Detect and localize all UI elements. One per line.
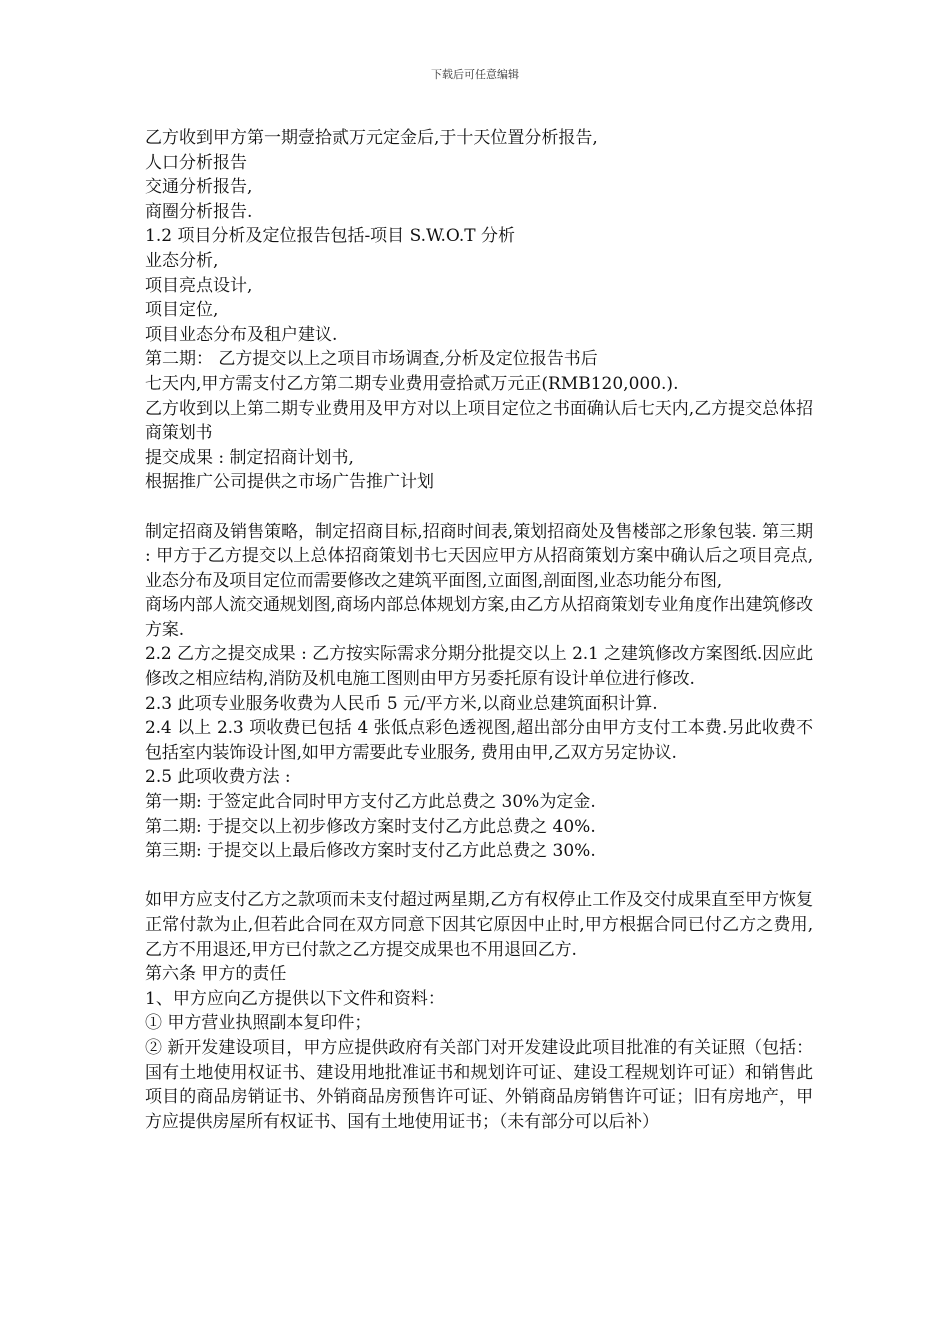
text-line: ① 甲方营业执照副本复印件； [145, 1013, 372, 1034]
text-line: 第三期: 于提交以上最后修改方案时支付乙方此总费之 30%. [145, 841, 596, 862]
paragraph-strategy: 制定招商及销售策略，制定招商目标,招商时间表,策划招商处及售楼部之形象包装. 第三期 : 甲方于乙方提交以上总体招商策划书七天因应甲方从招商策划方案中确认后之项目亮点,业态分布及项目定位而需要修改之建筑平面图,立面图,剖面图,业态功能分布图, [145, 521, 813, 591]
text-line: 根据推广公司提供之市场广告推广计划 [145, 472, 434, 493]
text-line-2-3: 2.3 此项专业服务收费为人民币 5 元/平方米,以商业总建筑面积计算. [145, 693, 658, 714]
blank-line [145, 495, 813, 520]
text-line: 第一期: 于签定此合同时甲方支付乙方此总费之 30%为定金. [145, 792, 596, 813]
blank-line [145, 864, 813, 889]
text-line: 第二期： 乙方提交以上之项目市场调查,分析及定位报告书后 [145, 349, 598, 370]
text-line: 商圈分析报告. [145, 201, 253, 222]
text-line: 提交成果 : 制定招商计划书, [145, 447, 354, 468]
paragraph-submit-plan: 乙方收到以上第二期专业费用及甲方对以上项目定位之书面确认后七天内,乙方提交总体招商策划书 [145, 398, 813, 444]
text-line: 七天内,甲方需支付乙方第二期专业费用壹拾贰万元正(RMB120,000.). [145, 373, 679, 394]
text-line: 人口分析报告 [145, 152, 247, 173]
page-header-note: 下载后可任意编辑 [431, 68, 519, 81]
paragraph-payment: 如甲方应支付乙方之款项而未支付超过两星期,乙方有权停止工作及交付成果直至甲方恢复正常付款为止,但若此合同在双方同意下因其它原因中止时,甲方根据合同已付乙方之费用,乙方不用退还,甲方已付款之乙方提交成果也不用退回乙方. [145, 890, 813, 960]
text-line: 项目亮点设计, [145, 275, 253, 296]
paragraph-docs: ② 新开发建设项目，甲方应提供政府有关部门对开发建设此项目批准的有关证照（包括：国有土地使用权证书、建设用地批准证书和规划许可证、建设工程规划许可证）和销售此项目的商品房销证书、外销商品房预售许可证、外销商品房销售许可证；旧有房地产，甲方应提供房屋所有权证书、国有土地使用证书；（未有部分可以后补） [145, 1037, 813, 1132]
document-body [145, 126, 813, 1134]
paragraph-traffic: 商场内部人流交通规划图,商场内部总体规划方案,由乙方从招商策划专业角度作出建筑修改方案. [145, 595, 813, 640]
text-line: 项目业态分布及租户建议. [145, 324, 338, 345]
section-heading: 第六条 甲方的责任 [145, 964, 287, 985]
paragraph-2-4: 2.4 以上 2.3 项收费已包括 4 张低点彩色透视图,超出部分由甲方支付工本费.另此收费不包括室内装饰设计图,如甲方需要此专业服务, 费用由甲,乙双方另定协议. [145, 718, 813, 763]
paragraph-2-2: 2.2 乙方之提交成果 : 乙方按实际需求分期分批提交以上 2.1 之建筑修改方案图纸.因应此修改之相应结构,消防及机电施工图则由甲方另委托原有设计单位进行修改. [145, 644, 813, 690]
text-line: 业态分析, [145, 250, 219, 271]
text-line: 交通分析报告, [145, 177, 253, 198]
text-line: 第二期: 于提交以上初步修改方案时支付乙方此总费之 40%. [145, 816, 596, 837]
text-line: 1.2 项目分析及定位报告包括-项目 S.W.O.T 分析 [145, 226, 516, 247]
text-line: 1、甲方应向乙方提供以下文件和资料： [145, 988, 445, 1009]
text-line: 项目定位, [145, 300, 219, 321]
text-line: 乙方收到甲方第一期壹拾贰万元定金后,于十天位置分析报告, [145, 128, 598, 148]
text-line: 2.5 此项收费方法 : [145, 767, 291, 788]
